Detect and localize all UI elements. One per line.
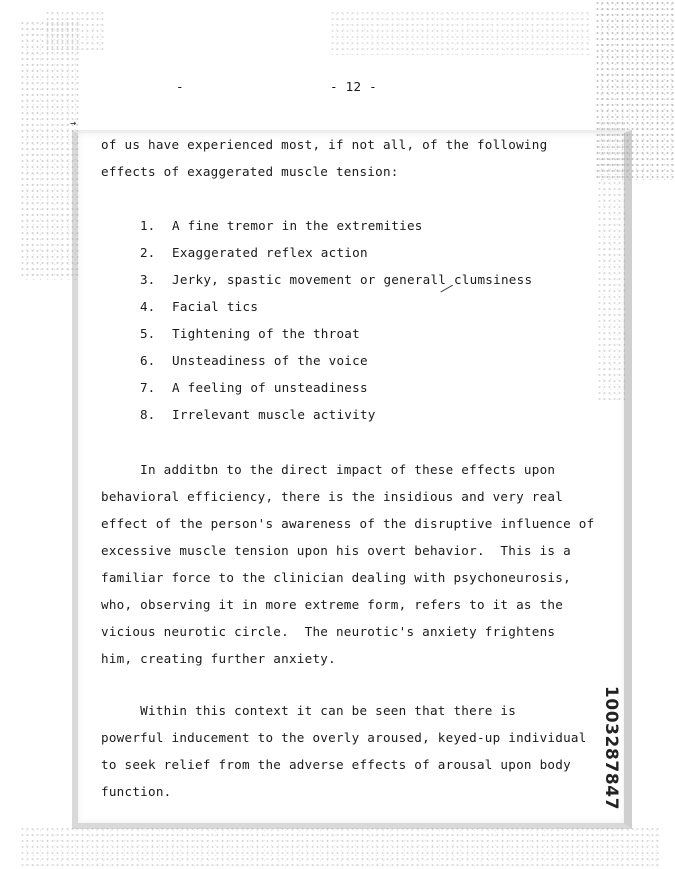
page-number: - 12 - <box>330 79 377 94</box>
list-item-text: A fine tremor in the extremities <box>172 218 423 233</box>
list-item-text: Unsteadiness of the voice <box>172 353 368 368</box>
list-item-number: 6. <box>140 353 156 368</box>
paragraph-line: him, creating further anxiety. <box>101 651 336 666</box>
intro-line: effects of exaggerated muscle tension: <box>101 164 399 179</box>
list-item-number: 4. <box>140 299 156 314</box>
paragraph-line: effect of the person's awareness of the disruptive influence of <box>101 516 595 531</box>
paragraph-line: vicious neurotic circle. The neurotic's anxiety frightens <box>101 624 556 639</box>
paragraph-line: powerful inducement to the overly aroused, keyed-up individual <box>101 730 587 745</box>
paragraph-line: to seek relief from the adverse effects of arousal upon body <box>101 757 571 772</box>
margin-mark-icon: → <box>70 118 77 129</box>
list-item-number: 7. <box>140 380 156 395</box>
photocopy-frame <box>72 130 632 829</box>
list-item-number: 2. <box>140 245 156 260</box>
paragraph-line: excessive muscle tension upon his overt behavior. This is a <box>101 543 571 558</box>
scan-noise-left <box>20 20 80 280</box>
scan-noise-top-left <box>45 10 105 50</box>
list-item-number: 3. <box>140 272 156 287</box>
paragraph-line: familiar force to the clinician dealing with psychoneurosis, <box>101 570 571 585</box>
list-item-text: A feeling of unsteadiness <box>172 380 368 395</box>
list-item-text: Facial tics <box>172 299 259 314</box>
list-item-number: 1. <box>140 218 156 233</box>
stray-dash-mark: - <box>176 79 184 94</box>
list-item-text: Exaggerated reflex action <box>172 245 368 260</box>
scan-noise-top <box>330 10 590 55</box>
list-item-text: Tightening of the throat <box>172 326 360 341</box>
scan-noise-bottom <box>20 826 660 866</box>
bates-number: 1003287847 <box>601 685 621 811</box>
paragraph-line: In additbn to the direct impact of these effects upon <box>101 462 556 477</box>
list-item-text: Jerky, spastic movement or generall clumsiness <box>172 272 533 287</box>
paragraph-line: behavioral efficiency, there is the insidious and very real <box>101 489 564 504</box>
list-item-number: 5. <box>140 326 156 341</box>
list-item-text: Irrelevant muscle activity <box>172 407 376 422</box>
paragraph-line: function. <box>101 784 172 799</box>
intro-line: of us have experienced most, if not all, of the following <box>101 137 548 152</box>
list-item-number: 8. <box>140 407 156 422</box>
paragraph-line: Within this context it can be seen that there is <box>101 703 517 718</box>
paragraph-line: who, observing it in more extreme form, refers to it as the <box>101 597 564 612</box>
